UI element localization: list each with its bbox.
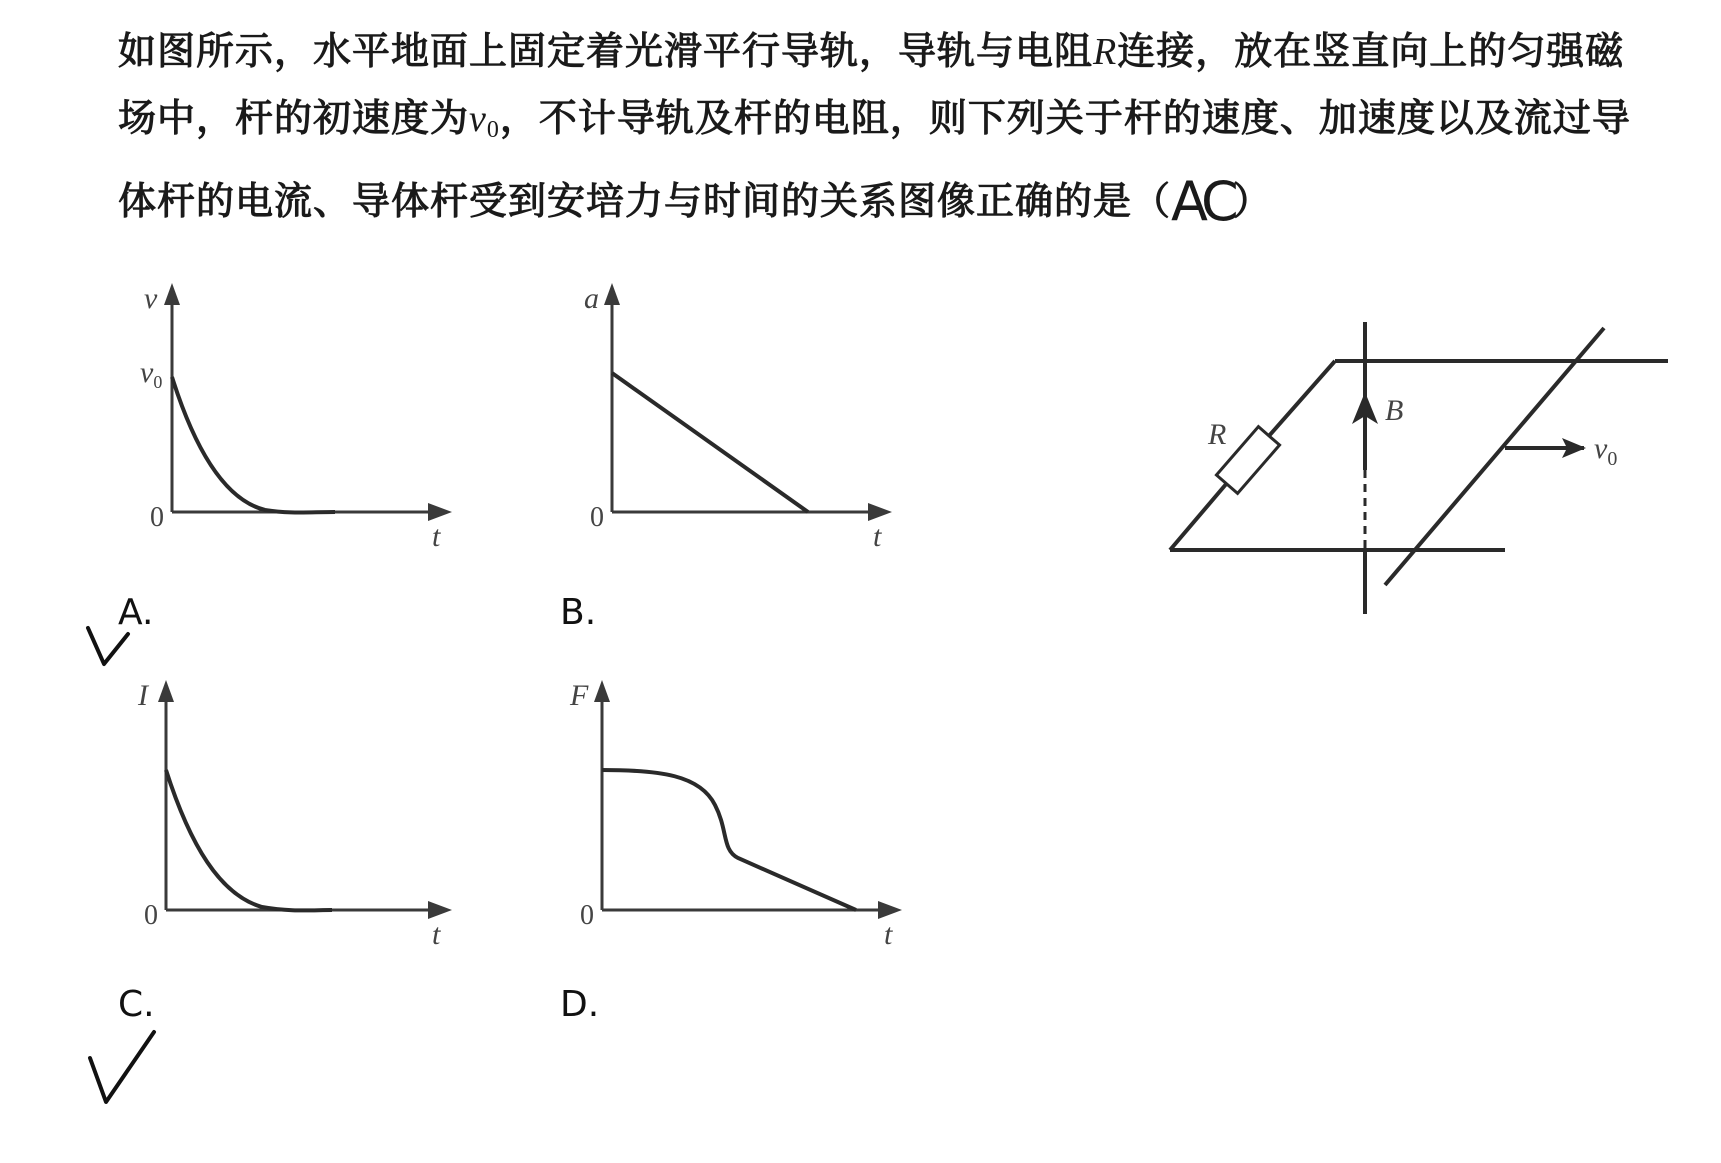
option-b-label[interactable]: B.	[560, 592, 597, 633]
graph-a-curve	[172, 377, 335, 513]
graph-a	[140, 282, 452, 553]
graph-a-v0-label: $v_0$	[140, 356, 163, 392]
graph-c	[137, 679, 452, 951]
check-mark-a	[88, 628, 128, 664]
var-R: R	[1093, 31, 1118, 73]
option-a-label[interactable]: A.	[118, 592, 154, 633]
graph-d-origin: 0	[580, 900, 594, 931]
graph-a-y-label: v	[144, 282, 158, 315]
graph-b	[584, 282, 892, 553]
circuit-diagram	[1170, 322, 1668, 614]
graph-a-x-arrow	[428, 503, 452, 521]
graph-d-curve	[602, 770, 856, 910]
graph-c-x-label: t	[432, 918, 441, 951]
graph-d-y-label: F	[570, 679, 589, 712]
graph-b-line	[612, 373, 808, 512]
graph-c-curve	[166, 770, 332, 910]
graph-d	[569, 679, 902, 951]
var-v0: $v_0$	[469, 98, 500, 143]
graph-a-y-arrow	[164, 283, 180, 305]
graph-a-x-label: t	[432, 520, 441, 553]
graph-c-y-label: I	[138, 679, 148, 712]
b-field-label: B	[1385, 394, 1404, 427]
graph-b-y-label: a	[584, 282, 599, 315]
option-c-label[interactable]: C.	[118, 984, 155, 1025]
graph-b-origin: 0	[590, 502, 604, 533]
graph-c-origin: 0	[144, 900, 158, 931]
check-mark-c	[90, 1032, 154, 1102]
left-wire-lower	[1170, 483, 1227, 550]
question-text: 如图所示，水平地面上固定着光滑平行导轨，导轨与电阻R连接，放在竖直向上的匀强磁场中，杆的初速度为$v_0$，不计导轨及杆的电阻，则下列关于杆的速度、加速度以及流过导体杆的电流、导体杆受到安培力与时间的关系图像正确的是（AC）	[118, 28, 1631, 233]
graph-d-x-label: t	[884, 918, 893, 951]
option-d-label[interactable]: D.	[560, 984, 600, 1025]
graph-a-origin: 0	[150, 502, 164, 533]
sliding-rod	[1385, 328, 1604, 585]
handwritten-answer: AC	[1171, 170, 1233, 233]
graph-b-x-label: t	[873, 520, 882, 553]
resistor-label: R	[1208, 418, 1227, 451]
left-wire-upper	[1268, 361, 1335, 437]
velocity-label: $v_0$	[1594, 432, 1618, 470]
